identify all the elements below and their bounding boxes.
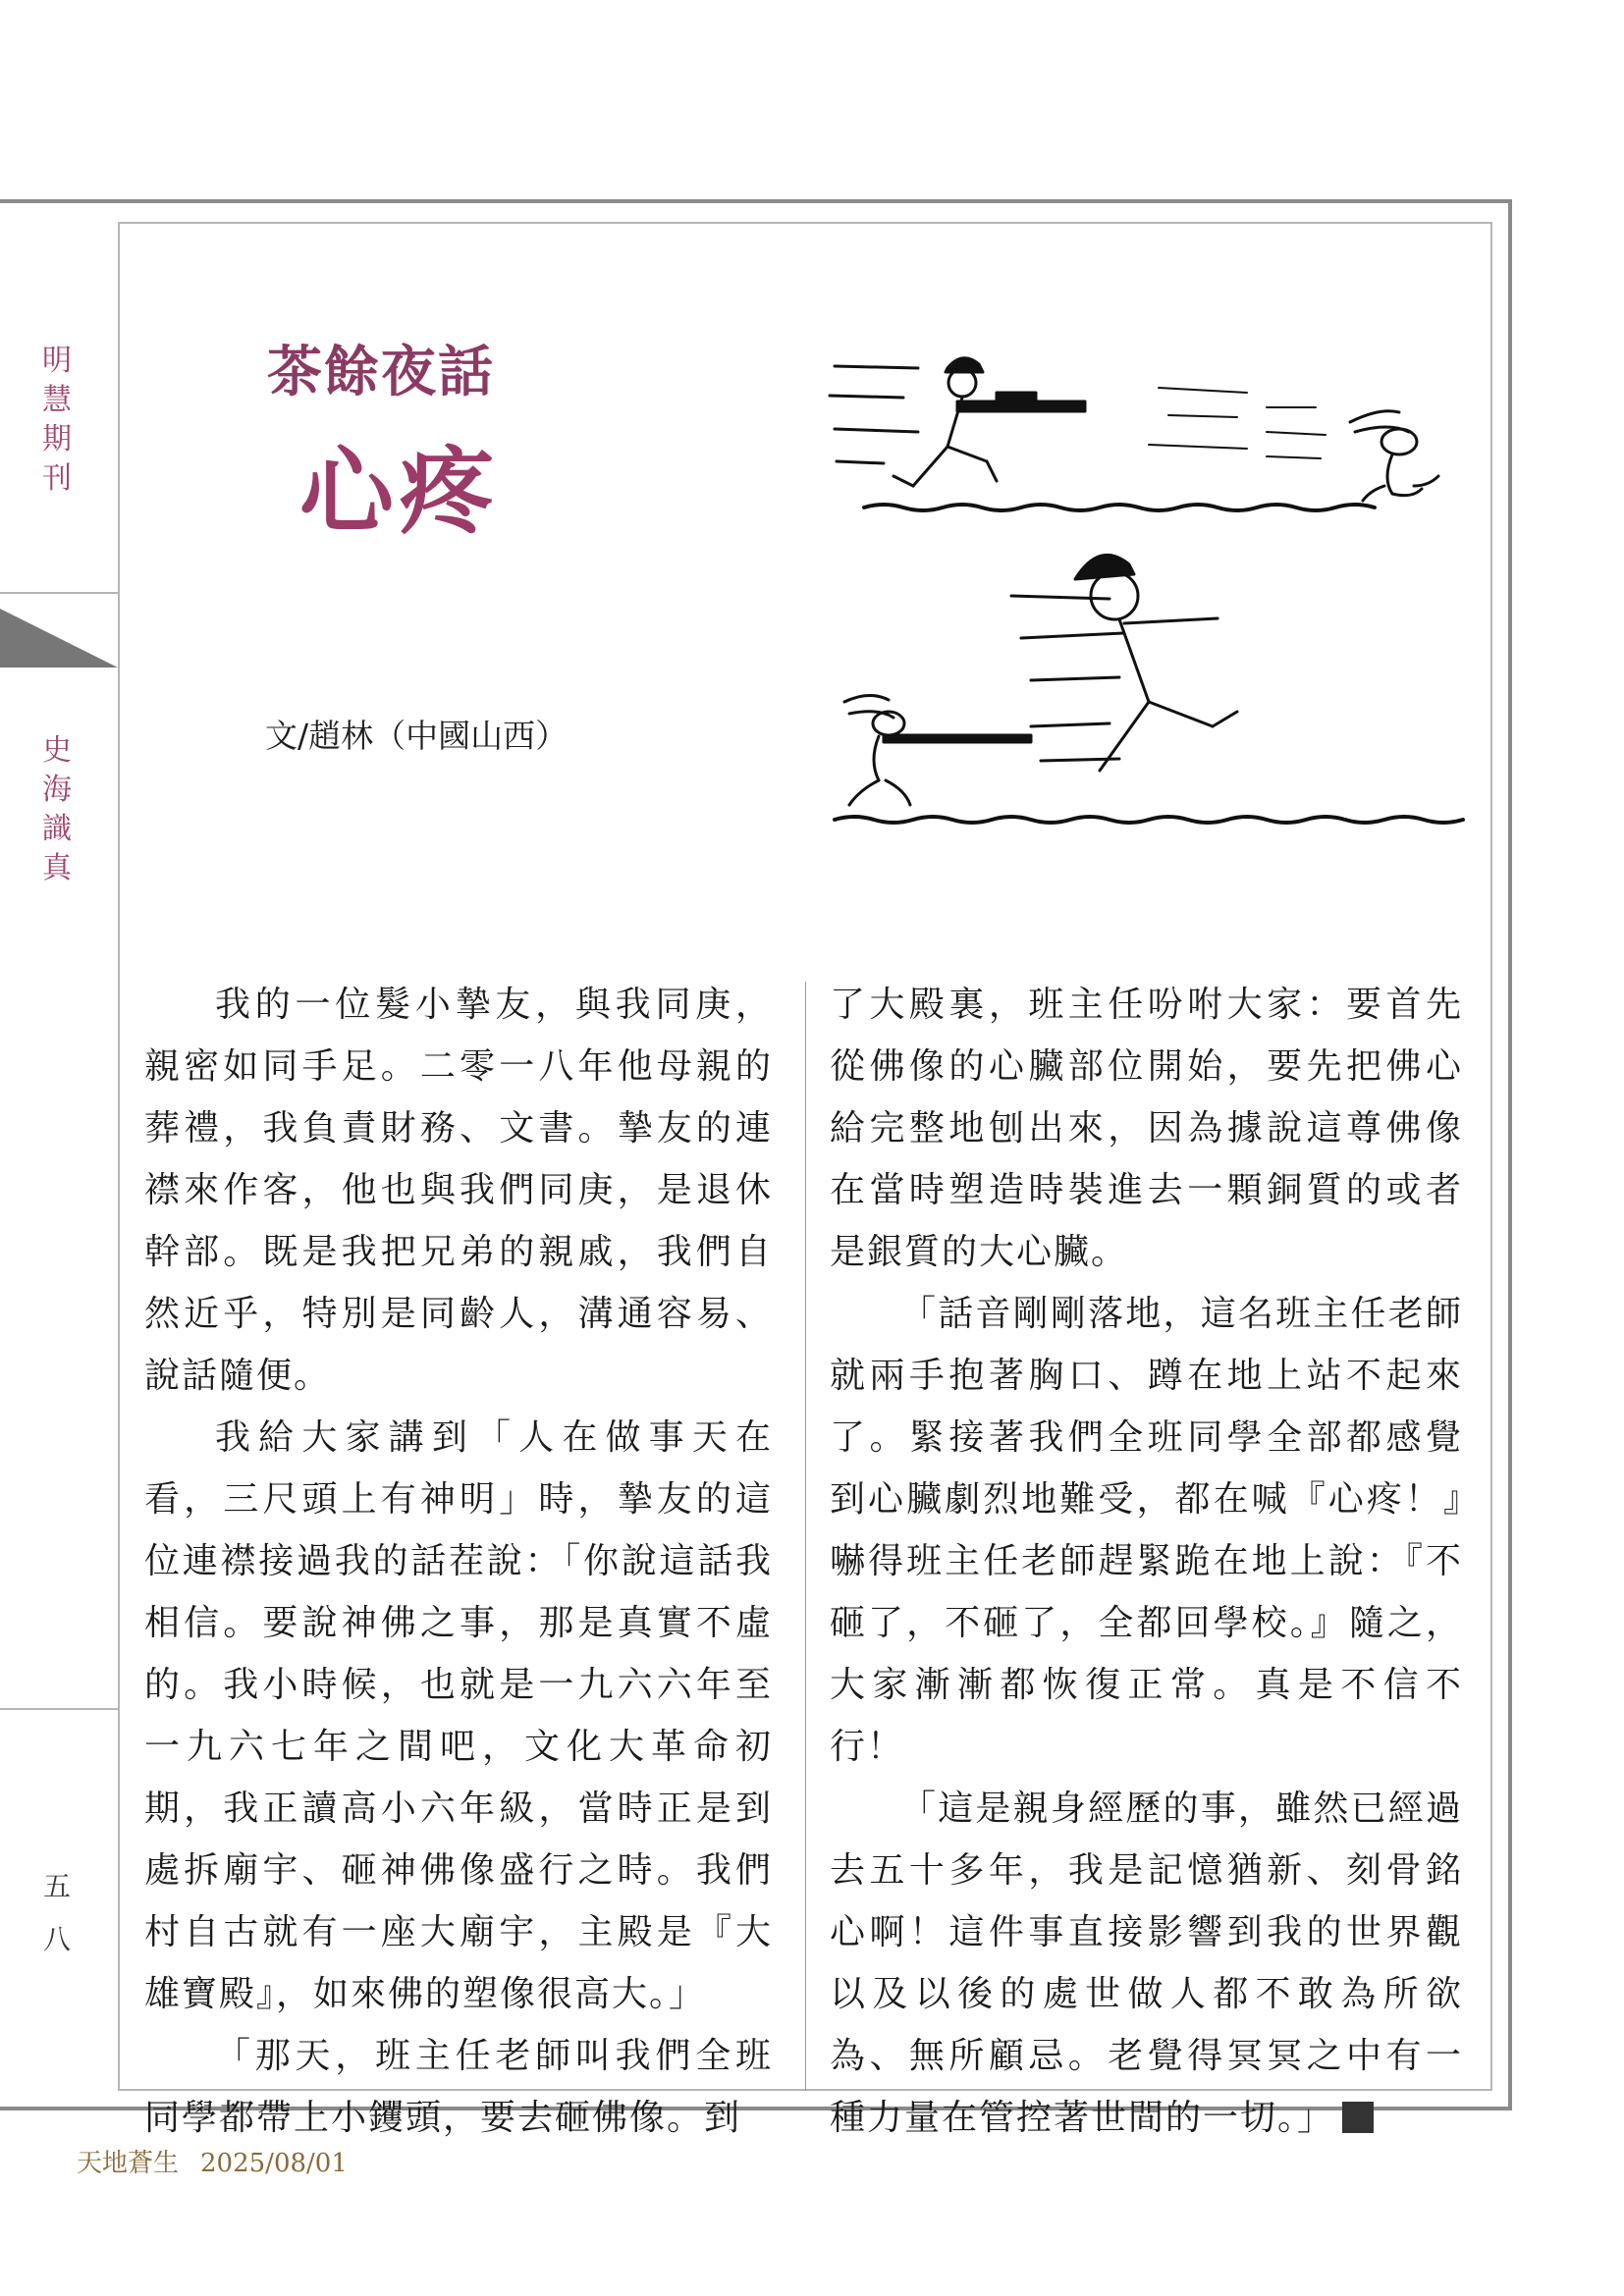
speed-lines-top	[830, 366, 1326, 463]
paragraph-text: 「這是親身經歷的事，雖然已經過去五十多年，我是記憶猶新、刻骨銘心啊！這件事直接影響到我的世界觀以及以後的處世做人都不敢為所欲為、無所顧忌。老覺得冥冥之中有一種力量在管控著世間的一切。」	[830, 1789, 1463, 2138]
paragraph: 「那天，班主任老師叫我們全班同學都帶上小钁頭，要去砸佛像。到	[144, 2036, 773, 2138]
end-of-article-mark	[1342, 2102, 1374, 2133]
rabbit-figure-bottom	[844, 695, 1031, 805]
paragraph: 了大殿裏，班主任吩咐大家：要首先從佛像的心臟部位開始，要先把佛心給完整地刨出來，因為據說這尊佛像在當時塑造時裝進去一顆銅質的或者是銀質的大心臟。	[830, 985, 1463, 1272]
paragraph	[830, 1778, 1463, 2149]
sidebar-section-top: 明 慧 期 刊	[42, 344, 72, 496]
issue-date: 2025/08/01	[200, 2149, 348, 2178]
page-footer	[77, 2143, 369, 2179]
sidebar-divider	[0, 1708, 118, 1710]
article-column-left	[144, 974, 773, 2149]
hunter-rabbit-illustration	[825, 339, 1473, 908]
article-title: 心疼	[299, 437, 500, 547]
sidebar-divider	[0, 592, 118, 594]
article-column-right	[830, 974, 1463, 2149]
column-divider	[805, 982, 806, 2091]
hunter-figure-top	[893, 358, 1085, 486]
publication-name: 天地蒼生	[77, 2149, 180, 2178]
page-number: 五 八	[42, 1870, 71, 1955]
hunter-figure-bottom	[1075, 555, 1237, 771]
byline: 文/趙林（中國山西）	[265, 717, 568, 755]
sidebar-section-mid: 史 海 識 真	[42, 733, 72, 885]
paragraph: 我的一位髮小摯友，與我同庚，親密如同手足。二零一八年他母親的葬禮，我負責財務、文書。摯友的連襟來作客，他也與我們同庚，是退休幹部。既是我把兄弟的親戚，我們自然近乎，特別是同齡人，溝通容易、說話隨便。	[144, 985, 773, 1396]
sidebar-tab-marker	[0, 609, 118, 667]
paragraph: 「話音剛剛落地，這名班主任老師就兩手抱著胸口、蹲在地上站不起來了。緊接著我們全班同學全部都感覺到心臟劇烈地難受，都在喊『心疼！』嚇得班主任老師趕緊跪在地上說：『不砸了，不砸了，全都回學校。』隨之，大家漸漸都恢復正常。真是不信不行！	[830, 1294, 1463, 1767]
column-kicker: 茶餘夜話	[267, 341, 495, 404]
paragraph: 我給大家講到「人在做事天在看，三尺頭上有神明」時，摯友的這位連襟接過我的話茬說：「你說這話我相信。要說神佛之事，那是真實不虛的。我小時候，也就是一九六六年至一九六七年之間吧，文化大革命初期，我正讀高小六年級，當時正是到處拆廟宇、砸神佛像盛行之時。我們村自古就有一座大廟宇，主殿是『大雄寶殿』，如來佛的塑像很高大。」	[144, 1417, 773, 2014]
rabbit-figure-top	[1350, 411, 1438, 501]
